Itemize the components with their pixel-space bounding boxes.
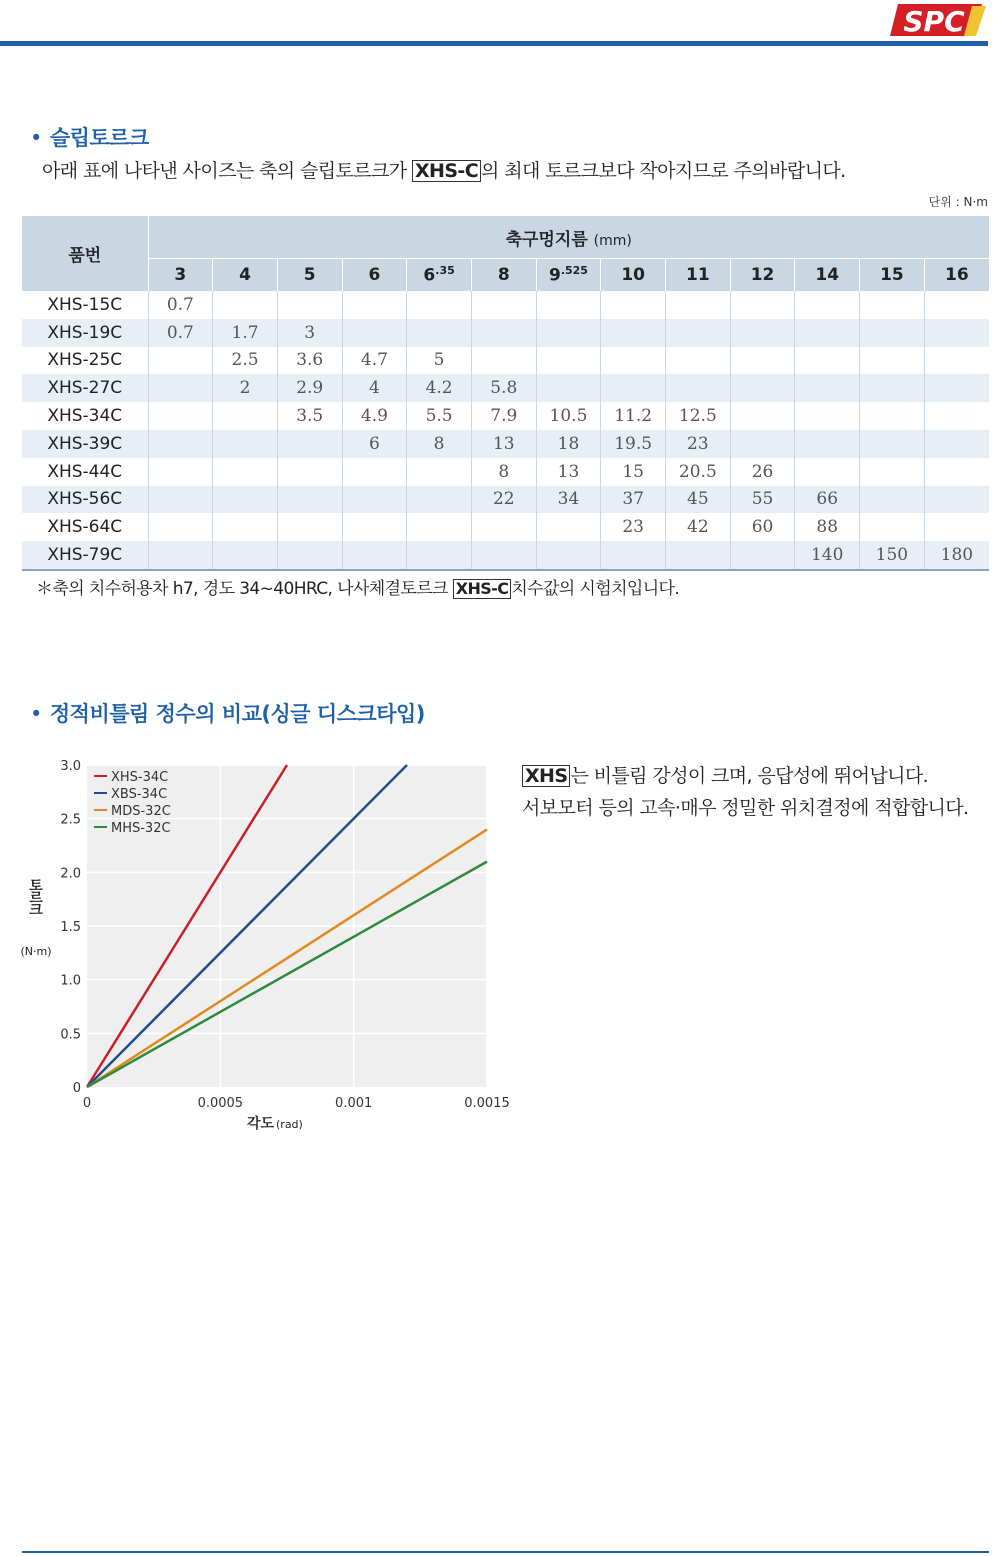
legend-label: XHS-34C <box>111 770 169 785</box>
torque-cell <box>795 430 860 458</box>
torque-cell <box>471 541 536 570</box>
torque-cell <box>277 291 342 319</box>
column-header <box>924 259 989 292</box>
torque-cell: 10.5 <box>536 402 601 430</box>
column-header-base: 10 <box>621 265 645 285</box>
torque-cell <box>924 374 989 402</box>
part-number-cell: XHS-25C <box>47 350 123 371</box>
table-row <box>22 319 989 347</box>
torque-cell <box>407 486 472 514</box>
torque-cell: 66 <box>795 486 860 514</box>
torque-cell <box>148 374 213 402</box>
y-tick-label: 1.0 <box>60 973 81 989</box>
torque-cell <box>666 347 731 375</box>
torque-cell <box>860 513 925 541</box>
desc-text-1: 아래 표에 나타낸 사이즈는 축의 슬립토르크가 <box>42 160 412 182</box>
torque-cell <box>471 513 536 541</box>
torque-cell <box>666 319 731 347</box>
torque-cell <box>342 291 407 319</box>
torque-cell: 8 <box>471 458 536 486</box>
torque-cell <box>666 541 731 570</box>
column-header <box>730 259 795 292</box>
spc-logo <box>890 0 988 40</box>
torque-cell <box>536 347 601 375</box>
part-number-cell: XHS-34C <box>47 406 123 427</box>
torque-cell: 2 <box>213 374 278 402</box>
torque-cell <box>730 291 795 319</box>
torque-cell: 23 <box>666 430 731 458</box>
torque-cell <box>730 319 795 347</box>
torque-cell <box>860 347 925 375</box>
column-header <box>471 259 536 292</box>
torque-cell <box>148 430 213 458</box>
x-axis-unit: (rad) <box>276 1118 303 1131</box>
torque-cell <box>277 430 342 458</box>
note-text-1: ＊축의 치수허용차 h7, 경도 34~40HRC, 나사체결토르크 <box>36 579 453 599</box>
note-text-2: 치수값의 시험치입니다. <box>511 579 680 599</box>
torque-cell: 0.7 <box>148 319 213 347</box>
table-row <box>22 486 989 514</box>
column-header-base: 5 <box>303 265 316 285</box>
torque-cell <box>342 486 407 514</box>
torque-cell: 45 <box>666 486 731 514</box>
torque-cell: 12.5 <box>666 402 731 430</box>
column-header-sup: .35 <box>435 264 455 278</box>
torque-cell <box>601 374 666 402</box>
bullet-icon: • <box>30 702 42 726</box>
torque-cell <box>213 458 278 486</box>
torque-cell: 11.2 <box>601 402 666 430</box>
section-description <box>42 156 846 183</box>
legend-label: XBS-34C <box>111 787 168 802</box>
xhs-tag: XHS <box>522 765 570 787</box>
torque-cell <box>342 513 407 541</box>
torque-cell: 34 <box>536 486 601 514</box>
product-tag: XHS-C <box>412 160 481 182</box>
torque-cell: 4.2 <box>407 374 472 402</box>
torque-cell <box>213 541 278 570</box>
column-header-base: 3 <box>174 265 187 285</box>
torque-cell <box>536 291 601 319</box>
torque-cell: 88 <box>795 513 860 541</box>
column-header <box>213 259 278 292</box>
torque-cell <box>860 374 925 402</box>
torque-cell <box>277 513 342 541</box>
part-number-cell: XHS-27C <box>22 374 148 402</box>
torque-cell <box>860 291 925 319</box>
column-header-base: 8 <box>497 265 510 285</box>
section-title-text: 슬립토르크 <box>49 126 149 150</box>
part-number-cell: XHS-44C <box>47 461 123 482</box>
torque-cell <box>924 402 989 430</box>
torque-cell <box>860 319 925 347</box>
torque-cell: 23 <box>601 513 666 541</box>
torque-cell: 0.7 <box>148 291 213 319</box>
table-row <box>22 458 989 486</box>
torque-cell <box>601 291 666 319</box>
stiffness-chart <box>18 748 518 1138</box>
torque-cell: 55 <box>730 486 795 514</box>
x-axis-label: 각도 <box>246 1116 274 1132</box>
torque-cell: 13 <box>471 430 536 458</box>
torque-cell <box>342 458 407 486</box>
column-header-base: 12 <box>750 265 775 285</box>
torque-cell <box>601 319 666 347</box>
torque-cell <box>471 319 536 347</box>
section-title-slip-torque <box>30 122 149 152</box>
torque-cell <box>795 319 860 347</box>
column-header <box>666 259 731 292</box>
torque-cell: 42 <box>666 513 731 541</box>
torque-cell: 4 <box>342 374 407 402</box>
chart-description <box>522 760 968 824</box>
column-header <box>795 259 860 292</box>
torque-cell: 5 <box>407 347 472 375</box>
torque-cell <box>860 486 925 514</box>
column-header-base: 4 <box>239 265 251 285</box>
unit-label: 단위 : N·m <box>928 195 988 209</box>
torque-cell: 26 <box>730 458 795 486</box>
torque-cell: 13 <box>536 458 601 486</box>
column-header-base: 6 <box>368 265 381 285</box>
torque-cell <box>277 541 342 570</box>
torque-cell <box>407 541 472 570</box>
bullet-icon: • <box>30 126 42 150</box>
torque-cell <box>536 513 601 541</box>
x-tick-label: 0.0005 <box>197 1096 244 1111</box>
torque-cell <box>730 347 795 375</box>
table-row <box>22 513 989 541</box>
part-number-cell: XHS-56C <box>22 486 148 514</box>
y-tick-label: 3.0 <box>60 759 81 774</box>
x-tick-label: 0.0015 <box>464 1096 510 1111</box>
torque-cell <box>860 458 925 486</box>
torque-cell <box>924 430 989 458</box>
torque-cell <box>924 458 989 486</box>
torque-cell <box>795 402 860 430</box>
torque-cell: 3 <box>277 319 342 347</box>
torque-cell: 5.5 <box>407 402 472 430</box>
torque-cell <box>924 513 989 541</box>
torque-cell: 18 <box>536 430 601 458</box>
torque-cell <box>407 319 472 347</box>
y-tick-label: 0.5 <box>60 1027 81 1043</box>
legend-label: MDS-32C <box>111 804 171 819</box>
table-row <box>22 430 989 458</box>
part-number-cell: XHS-39C <box>22 430 148 458</box>
header-bore-diameter <box>148 216 989 259</box>
column-header <box>601 259 666 292</box>
column-header <box>148 259 213 292</box>
torque-cell <box>601 541 666 570</box>
torque-cell <box>860 402 925 430</box>
torque-cell: 37 <box>601 486 666 514</box>
y-tick-label: 0 <box>72 1081 81 1096</box>
torque-cell <box>924 347 989 375</box>
y-tick-label: 1.5 <box>60 920 81 935</box>
torque-cell <box>536 541 601 570</box>
torque-cell <box>148 458 213 486</box>
torque-cell <box>213 291 278 319</box>
torque-cell: 3.6 <box>277 347 342 375</box>
x-tick-label: 0 <box>82 1096 92 1111</box>
torque-cell <box>795 458 860 486</box>
column-header-base: 11 <box>686 265 710 285</box>
column-header <box>860 259 925 292</box>
table-row <box>22 347 989 375</box>
header-bore-label: 축구멍지름 <box>505 229 588 250</box>
slip-torque-table <box>22 216 989 571</box>
torque-cell <box>795 291 860 319</box>
header-part-number: 품번 <box>22 216 148 291</box>
torque-cell <box>795 374 860 402</box>
y-axis-unit: (N·m) <box>20 945 52 958</box>
part-number-cell: XHS-64C <box>47 517 123 538</box>
torque-cell: 2.5 <box>213 347 278 375</box>
torque-cell <box>342 541 407 570</box>
column-header-base: 15 <box>880 265 904 285</box>
torque-cell: 20.5 <box>666 458 731 486</box>
torque-cell <box>730 541 795 570</box>
footer-rule <box>22 1551 989 1553</box>
column-header-row <box>22 259 989 292</box>
chart-desc-line-2: 서보모터 등의 고속·매우 정밀한 위치결정에 적합합니다. <box>522 797 969 819</box>
torque-cell <box>148 486 213 514</box>
torque-cell <box>666 291 731 319</box>
torque-cell: 4.9 <box>342 402 407 430</box>
torque-cell: 150 <box>860 541 925 570</box>
column-header <box>407 259 472 292</box>
torque-cell: 140 <box>795 541 860 570</box>
torque-cell: 15 <box>601 458 666 486</box>
torque-cell: 1.7 <box>213 319 278 347</box>
column-header-base: 14 <box>815 265 840 285</box>
y-tick-label: 2.0 <box>60 866 81 882</box>
table-row <box>22 541 989 570</box>
torque-cell: 5.8 <box>471 374 536 402</box>
part-number-cell: XHS-15C <box>47 294 123 315</box>
header-bore-unit: (mm) <box>593 232 632 249</box>
torque-cell <box>536 319 601 347</box>
desc-text-2: 의 최대 토르크보다 작아지므로 주의바랍니다. <box>481 160 846 182</box>
torque-cell: 60 <box>730 513 795 541</box>
column-header-base: 6 <box>423 265 436 286</box>
column-header-sup: .525 <box>560 264 588 278</box>
torque-cell: 6 <box>342 430 407 458</box>
torque-cell <box>860 430 925 458</box>
y-tick-label: 2.5 <box>60 812 81 828</box>
torque-cell <box>277 486 342 514</box>
part-number-cell: XHS-19C <box>22 319 148 347</box>
header-rule <box>0 41 988 46</box>
torque-cell <box>213 513 278 541</box>
table-note <box>36 574 679 599</box>
torque-cell <box>407 291 472 319</box>
torque-cell: 4.7 <box>342 347 407 375</box>
torque-cell <box>148 513 213 541</box>
torque-cell <box>148 347 213 375</box>
torque-cell <box>924 486 989 514</box>
logo-text: SPC <box>903 5 965 38</box>
torque-cell <box>213 402 278 430</box>
column-header <box>536 259 601 292</box>
torque-cell <box>924 319 989 347</box>
table-row <box>22 402 989 430</box>
torque-cell <box>342 319 407 347</box>
column-header <box>342 259 407 292</box>
torque-cell <box>536 374 601 402</box>
torque-cell: 180 <box>924 541 989 570</box>
torque-cell <box>795 347 860 375</box>
torque-cell <box>730 430 795 458</box>
table-body <box>22 291 989 570</box>
torque-cell: 22 <box>471 486 536 514</box>
torque-cell <box>666 374 731 402</box>
column-header-base: 16 <box>945 265 969 285</box>
torque-cell: 3.5 <box>277 402 342 430</box>
torque-cell <box>407 513 472 541</box>
legend-label: MHS-32C <box>111 821 171 836</box>
torque-cell <box>213 430 278 458</box>
torque-cell <box>148 541 213 570</box>
torque-cell <box>471 291 536 319</box>
torque-cell <box>277 458 342 486</box>
torque-cell <box>601 347 666 375</box>
column-header <box>277 259 342 292</box>
y-axis-label: 토르크 <box>27 878 43 914</box>
torque-cell <box>471 347 536 375</box>
section-title-text: 정적비틀림 정수의 비교(싱글 디스크타입) <box>49 702 425 726</box>
torque-cell: 8 <box>407 430 472 458</box>
table-row <box>22 291 989 319</box>
torque-cell <box>730 374 795 402</box>
note-tag: XHS-C <box>453 579 512 599</box>
torque-cell <box>407 458 472 486</box>
torque-cell: 2.9 <box>277 374 342 402</box>
torque-cell <box>730 402 795 430</box>
chart-desc-line-1: 는 비틀림 강성이 크며, 응답성에 뛰어납니다. <box>570 765 929 787</box>
torque-cell: 7.9 <box>471 402 536 430</box>
torque-cell <box>924 291 989 319</box>
part-number-cell: XHS-79C <box>22 541 148 570</box>
torque-cell <box>213 486 278 514</box>
column-header-base: 9 <box>548 265 561 286</box>
torque-cell <box>148 402 213 430</box>
table-row <box>22 374 989 402</box>
x-tick-label: 0.001 <box>335 1096 373 1111</box>
section-title-stiffness <box>30 698 425 728</box>
torque-cell: 19.5 <box>601 430 666 458</box>
